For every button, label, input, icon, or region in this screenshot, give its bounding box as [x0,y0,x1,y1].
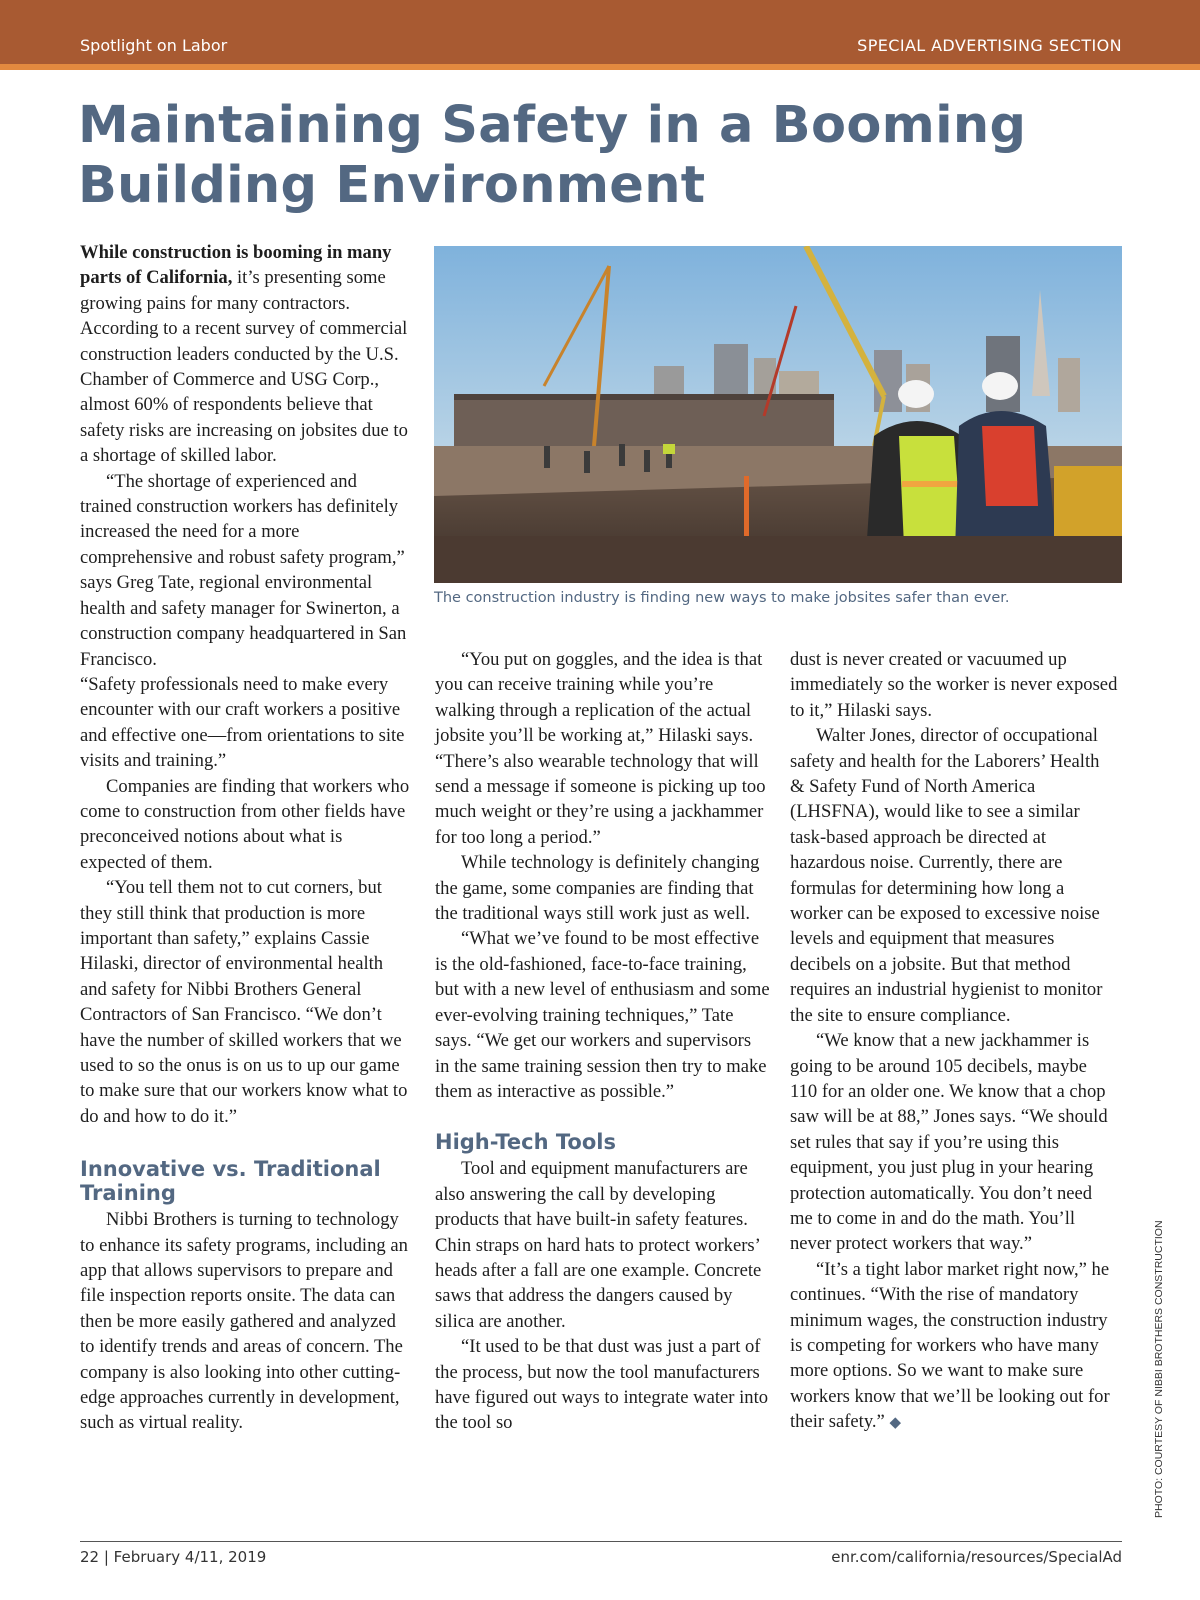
body-paragraph: “Safety professionals need to make every encounter with our craft workers a positive and effective one—from orientations to site visits and training.” [80,673,405,772]
photo-caption: The construction industry is finding new ways to make jobsites safer than ever. [434,590,1010,606]
page-folio: 22 | February 4/11, 2019 [80,1548,267,1566]
body-paragraph: Companies are finding that workers who come to construction from other fields have preconceived notions about what is expected of them. [80,775,410,873]
body-paragraph: “You put on goggles, and the idea is that you can receive training while you’re walking through a replication of the actual jobsite you’ll be working at,” Hilaski says. “There’s also wearable technology that will send a message if someone is picking up too much weight or they’re using a jackhammer for too long a period.” [435,649,766,848]
article-title: Maintaining Safety in a Booming Building Environment [78,96,1027,215]
footer-url: enr.com/california/resources/SpecialAd [831,1548,1122,1566]
construction-site-photo [434,246,1122,583]
body-paragraph: Tool and equipment manufacturers are also answering the call by developing products that have built-in safety features. Chin straps on hard hats to protect workers’ heads after a fall are one example. Concrete saws that address the dangers caused by silica are another. [435,1158,762,1332]
closing-paragraph [790,1257,1118,1437]
column-1 [80,240,412,1436]
section-label: Spotlight on Labor [80,36,228,55]
end-mark-icon: ◆ [889,1415,902,1432]
body-paragraph: Nibbi Brothers is turning to technology to enhance its safety programs, including an app that allows supervisors to prepare and file inspection reports onsite. The data can then be more easily gathered and analyzed to identify trends and areas of concern. The company is also looking into other cutting-edge approaches currently in development, such as virtual reality. [80,1209,408,1434]
lead-bold: While construction is booming in many parts of California, [80,242,392,289]
body-paragraph: Walter Jones, director of occupational safety and health for the Laborers’ Health & Safety Fund of North America (LHSFNA), would like to see a similar task-based approach be directed at hazardous noise. Currently, there are formulas for determining how long a worker can be exposed to excessive noise levels and equipment that measures decibels on a jobsite. But that method requires an industrial hygienist to monitor the site to ensure compliance. [790,725,1103,1026]
body-paragraph: “It used to be that dust was just a part of the process, but now the tool manufacturers have figured out ways to integrate water into the tool so [435,1336,769,1434]
footer-divider [80,1541,1122,1542]
body-paragraph: “We know that a new jackhammer is going to be around 105 decibels, maybe 110 for an older one. We know that a chop saw will be at 88,” Jones says. “We should set rules that say if you’re using this equipment, you just plug in your hearing protection automatically. You don’t need me to come in and do the math. You’ll never protect workers that way.” [790,1030,1108,1255]
lead-rest: it’s presenting some growing pains for many contractors. According to a recent survey of commercial construction leaders conducted by the U.S. Chamber of Commerce and USG Corp., almost 60% of respondents believe that safety risks are increasing on jobsites due to a shortage of skilled labor. [80,267,408,467]
body-paragraph: “The shortage of experienced and trained construction workers has definitely increased the need for a more comprehensive and robust safety program,” says Greg Tate, regional environmental health and safety manager for Swinerton, a construction company headquartered in San Francisco. [80,470,407,670]
photo-credit: PHOTO: COURTESY OF NIBBI BROTHERS CONSTRUCTION [1153,1220,1165,1518]
body-paragraph: “You tell them not to cut corners, but they still think that production is more important than safety,” explains Cassie Hilaski, director of environmental health and safety for Nibbi Brothers General Contractors of San Francisco. “We don’t have the number of skilled workers that we used to so the onus is on us to up our game to make sure that our workers know what to do and how to do it.” [80,877,408,1127]
advertising-label: SPECIAL ADVERTISING SECTION [857,36,1122,55]
closing-text: “It’s a tight labor market right now,” he continues. “With the rise of mandatory minimum wages, the construction industry is competing for workers who have many more options. So we want to make sure workers know that we’ll be looking out for their safety.” [790,1258,1110,1433]
column-3 [790,647,1118,1437]
column-2 [435,647,770,1436]
header-bar [0,0,1200,70]
lead-paragraph [80,240,412,469]
body-paragraph: While technology is definitely changing the game, some companies are finding that the traditional ways still work just as well. [435,852,760,925]
body-paragraph: “What we’ve found to be most effective is the old-fashioned, face-to-face training, but with a new level of enthusiasm and some ever-evolving training techniques,” Tate says. “We get our workers and supervisors in the same training session then try to make them as interactive as possible.” [435,928,770,1102]
subhead-high-tech-tools: High-Tech Tools [435,1130,616,1155]
subhead-innovative-training: Innovative vs. Traditional Training [80,1157,381,1206]
continued-paragraph: dust is never created or vacuumed up immediately so the worker is never exposed to it,” Hilaski says. [790,649,1118,721]
